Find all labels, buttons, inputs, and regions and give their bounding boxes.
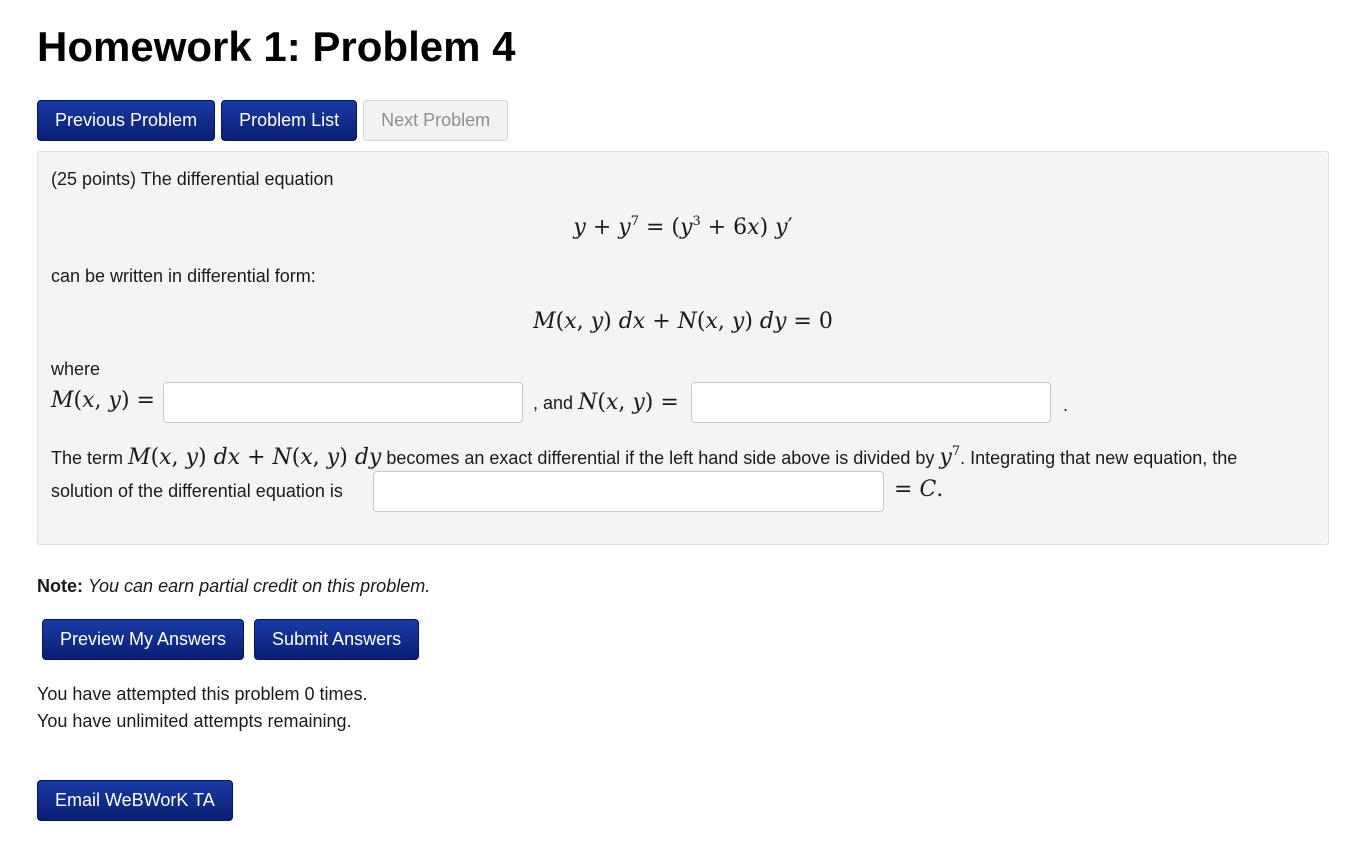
m-label: M(x, y) = [51, 388, 155, 413]
equation-text: $y + y^7 = (y^3 + 6x)$ y′ [573, 214, 793, 240]
previous-problem-button[interactable]: Previous Problem [37, 100, 215, 141]
solution-label: solution of the differential equation is [51, 481, 343, 501]
and-text: , and [533, 393, 574, 413]
email-ta-container [37, 780, 233, 821]
period-text: . [1063, 395, 1069, 415]
partial-credit-note [37, 575, 430, 597]
exact-mid-text: becomes an exact differential if the left hand side above is divided by [386, 448, 935, 468]
n-input[interactable] [691, 382, 1051, 423]
email-ta-button[interactable]: Email WeBWorK TA [37, 780, 233, 821]
m-input[interactable] [163, 382, 523, 423]
answer-actions [42, 619, 419, 660]
submit-answers-button[interactable]: Submit Answers [254, 619, 419, 660]
differential-form-equation [38, 308, 1328, 336]
divisor: $y^7$ [939, 444, 961, 470]
remaining-text: You have unlimited attempts remaining. [37, 711, 352, 731]
exact-differential-sentence [51, 445, 1237, 471]
problem-list-button[interactable]: Problem List [221, 100, 357, 141]
form-equation-text: M(x, y) dx + N(x, y) dy = 0 [533, 309, 833, 334]
note-text: You can earn partial credit on this problem. [88, 576, 431, 596]
exact-pre-text: The term [51, 448, 124, 468]
attempts-text: You have attempted this problem 0 times. [37, 684, 368, 704]
problem-panel [37, 151, 1329, 545]
next-problem-button: Next Problem [363, 100, 508, 141]
problem-navigation [37, 100, 508, 141]
differential-equation [38, 214, 1328, 242]
page-title: Homework 1: Problem 4 [37, 23, 516, 70]
attempt-status [37, 681, 368, 735]
written-as-label: can be written in differential form: [51, 266, 316, 286]
exact-term: M(x, y) dx + N(x, y) dy [128, 445, 382, 470]
equals-c: = C. [894, 477, 944, 502]
where-label: where [51, 359, 101, 379]
n-label [533, 390, 679, 416]
preview-answers-button[interactable]: Preview My Answers [42, 619, 244, 660]
note-label: Note: [37, 576, 83, 596]
n-label-math: N(x, y) = [578, 390, 679, 415]
problem-intro: (25 points) The differential equation [51, 169, 334, 189]
solution-input[interactable] [373, 471, 884, 512]
exact-post-text: . Integrating that new equation, the [960, 448, 1238, 468]
